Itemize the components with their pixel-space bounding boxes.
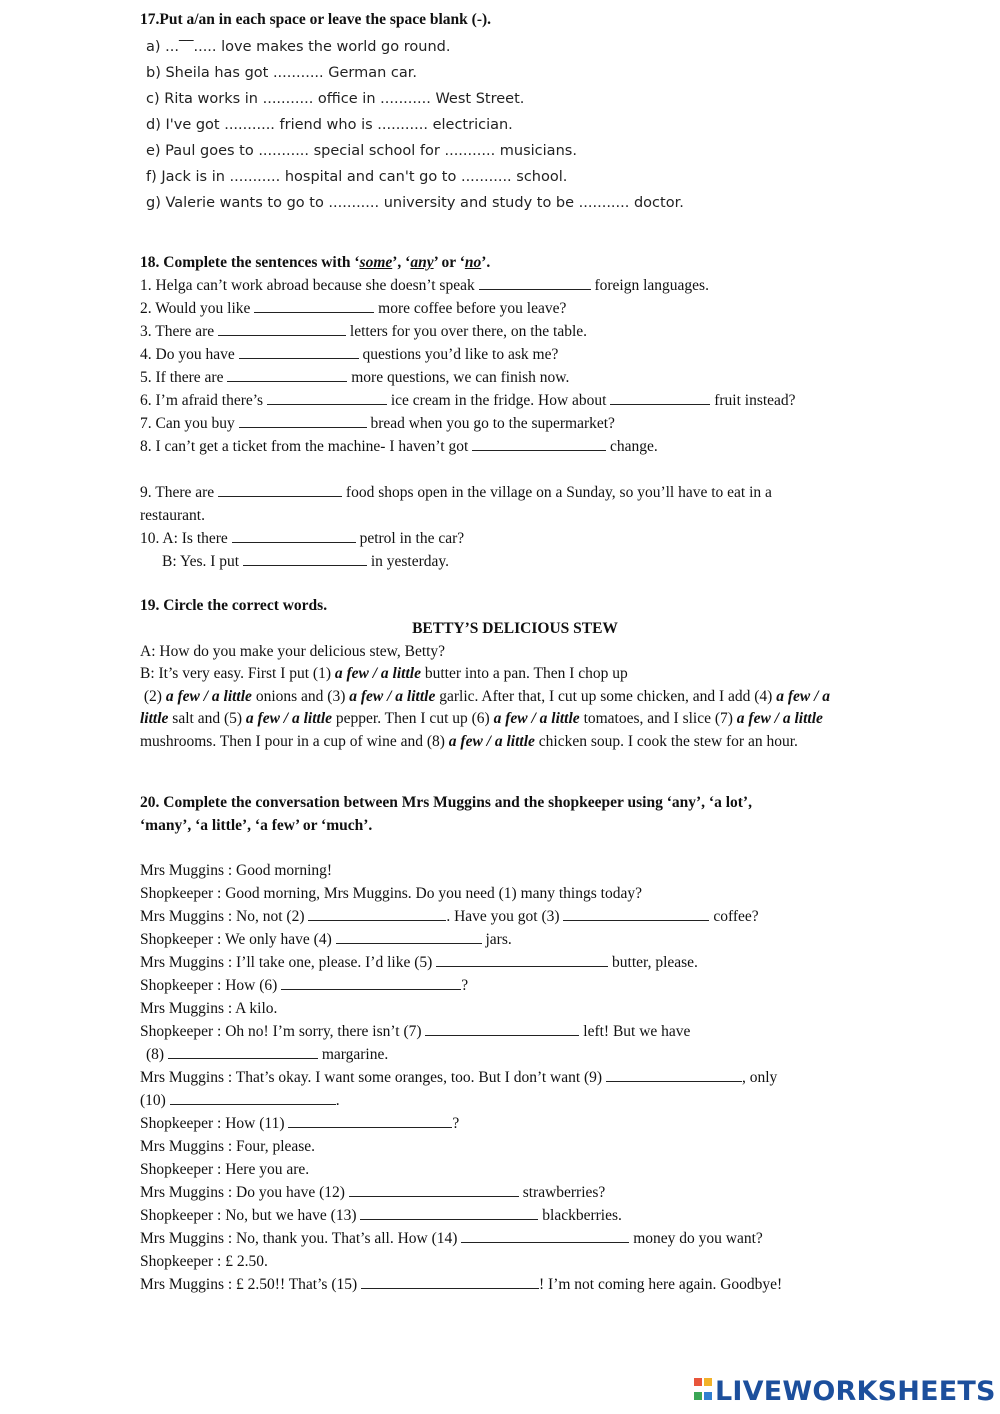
ex17-item[interactable]: e) Paul goes to ........... special school for ........... musicians.: [146, 143, 577, 159]
ex17-item[interactable]: b) Sheila has got ........... German car.: [146, 65, 418, 81]
answer-blank[interactable]: [281, 976, 461, 990]
dialogue-line: Shopkeeper : Oh no! I’m sorry, there isn’t (7) left! But we have: [140, 1023, 691, 1040]
choice-3[interactable]: a few / a little: [349, 687, 436, 705]
dialogue-line: Mrs Muggins : A kilo.: [140, 1000, 278, 1017]
answer-blank[interactable]: [336, 930, 482, 944]
word-some: some: [359, 254, 393, 271]
dialogue-line: Shopkeeper : How (6) ?: [140, 977, 469, 994]
answer-blank[interactable]: [425, 1022, 579, 1036]
answer-blank[interactable]: [267, 391, 387, 405]
ex17-item[interactable]: f) Jack is in ........... hospital and can't go to ........... school.: [146, 169, 568, 185]
choice-2[interactable]: a few / a little: [165, 687, 252, 705]
ex18-sentence-6: 6. I’m afraid there’s ice cream in the fridge. How about fruit instead?: [140, 392, 796, 409]
exercise-17: [140, 8, 860, 31]
liveworksheets-logo: [694, 1376, 996, 1406]
ex18-heading: 18. Complete the sentences with ‘some’, ‘any’ or ‘no’.: [140, 254, 491, 271]
choice-4[interactable]: a few / a little: [140, 687, 831, 728]
answer-blank[interactable]: [227, 368, 347, 382]
answer-blank[interactable]: [472, 437, 606, 451]
word-any: any: [410, 254, 434, 271]
answer-blank[interactable]: [479, 276, 591, 290]
ex17-item[interactable]: g) Valerie wants to go to ........... university and study to be ........... doctor.: [146, 195, 684, 211]
exercise-19: [140, 594, 860, 753]
ex17-list: [146, 34, 866, 216]
logo-squares-icon: [694, 1378, 712, 1404]
exercise-18-continued: [140, 481, 860, 573]
answer-blank[interactable]: [243, 552, 367, 566]
ex18-sentence-10a: 10. A: Is there petrol in the car?: [140, 530, 465, 547]
answer-blank[interactable]: [254, 299, 374, 313]
dialogue-line: (10) .: [140, 1092, 340, 1109]
answer-blank[interactable]: [610, 391, 710, 405]
answer-blank[interactable]: [308, 907, 446, 921]
answer-blank[interactable]: [436, 953, 608, 967]
dialogue-line: Mrs Muggins : Good morning!: [140, 862, 333, 879]
ex18-sentence-9-cont: restaurant.: [140, 507, 205, 524]
ex18-sentence-2: 2. Would you like more coffee before you leave?: [140, 300, 567, 317]
ex17-heading: 17.Put a/an in each space or leave the space blank (-).: [140, 11, 492, 28]
answer-blank[interactable]: [170, 1091, 336, 1105]
ex19-a-line: A: How do you make your delicious stew, Betty?: [140, 643, 446, 660]
dialogue-line: Shopkeeper : We only have (4) jars.: [140, 931, 512, 948]
dialogue-line: Mrs Muggins : £ 2.50!! That’s (15) ! I’m not coming here again. Goodbye!: [140, 1276, 783, 1293]
choice-8[interactable]: a few / a little: [448, 732, 535, 750]
ex18-sentence-7: 7. Can you buy bread when you go to the supermarket?: [140, 415, 615, 432]
answer-blank[interactable]: [239, 345, 359, 359]
dialogue-line: Mrs Muggins : No, not (2) . Have you got (3) coffee?: [140, 908, 759, 925]
ex17-item[interactable]: d) I've got ........... friend who is ........... electrician.: [146, 117, 513, 133]
dialogue-line: Mrs Muggins : No, thank you. That’s all. How (14) money do you want?: [140, 1230, 763, 1247]
exercise-18: [140, 251, 860, 458]
ex20-heading-1: 20. Complete the conversation between Mrs Muggins and the shopkeeper using ‘any’, ‘a lot’,: [140, 794, 752, 811]
ex18-sentence-3: 3. There are letters for you over there, on the table.: [140, 323, 588, 340]
ex19-paragraph: B: It’s very easy. First I put (1) a few / a little butter into a pan. Then I chop up (2) a few / a little onions and (3) a few / a little garlic. After that, I cut up some chicken, and I add (4) a few / a little salt and (5) a few / a little pepper. Then I cut up (6) a few / a little tomatoes, and I slice (7) a few / a little mushrooms. Then I pour in a cup of wine and (8) a few / a little chicken soup. I cook the stew for an hour.: [140, 665, 831, 750]
ex20-dialogue: [140, 859, 860, 1296]
dialogue-line: Mrs Muggins : I’ll take one, please. I’d like (5) butter, please.: [140, 954, 698, 971]
exercise-20: [140, 791, 860, 837]
dialogue-line: Shopkeeper : £ 2.50.: [140, 1253, 268, 1270]
dialogue-line: Mrs Muggins : That’s okay. I want some oranges, too. But I don’t want (9) , only: [140, 1069, 778, 1086]
ex17-item[interactable]: a) ...‾‾..... love makes the world go round.: [146, 39, 451, 55]
choice-1[interactable]: a few / a little: [334, 665, 421, 682]
answer-blank[interactable]: [218, 322, 346, 336]
answer-blank[interactable]: [288, 1114, 452, 1128]
answer-blank[interactable]: [361, 1275, 539, 1289]
ex18-sentence-1: 1. Helga can’t work abroad because she doesn’t speak foreign languages.: [140, 277, 709, 294]
answer-blank[interactable]: [239, 414, 367, 428]
ex18-sentence-9: 9. There are food shops open in the village on a Sunday, so you’ll have to eat in a: [140, 484, 772, 501]
choice-7[interactable]: a few / a little: [736, 710, 823, 728]
dialogue-line: Shopkeeper : Here you are.: [140, 1161, 310, 1178]
dialogue-line: Mrs Muggins : Do you have (12) strawberries?: [140, 1184, 606, 1201]
answer-blank[interactable]: [218, 483, 342, 497]
dialogue-line: Mrs Muggins : Four, please.: [140, 1138, 316, 1155]
ex18-sentence-4: 4. Do you have questions you’d like to ask me?: [140, 346, 559, 363]
answer-blank[interactable]: [232, 529, 356, 543]
ex19-title: BETTY’S DELICIOUS STEW: [412, 620, 618, 637]
answer-blank[interactable]: [168, 1045, 318, 1059]
dialogue-line: Shopkeeper : How (11) ?: [140, 1115, 460, 1132]
logo-text: LIVEWORKSHEETS: [715, 1375, 996, 1407]
ex17-item[interactable]: c) Rita works in ........... office in ........... West Street.: [146, 91, 525, 107]
answer-blank[interactable]: [461, 1229, 629, 1243]
ex18-sentence-5: 5. If there are more questions, we can finish now.: [140, 369, 570, 386]
ex18-sentence-8: 8. I can’t get a ticket from the machine- I haven’t got change.: [140, 438, 658, 455]
answer-blank[interactable]: [349, 1183, 519, 1197]
dialogue-line: (8) margarine.: [146, 1046, 389, 1063]
dialogue-line: Shopkeeper : Good morning, Mrs Muggins. Do you need (1) many things today?: [140, 885, 642, 902]
word-no: no: [464, 254, 482, 271]
answer-blank[interactable]: [563, 907, 709, 921]
ex20-heading-2: ‘many’, ‘a little’, ‘a few’ or ‘much’.: [140, 817, 373, 834]
ex19-heading: 19. Circle the correct words.: [140, 597, 328, 614]
choice-6[interactable]: a few / a little: [493, 710, 580, 728]
dialogue-line: Shopkeeper : No, but we have (13) blackberries.: [140, 1207, 622, 1224]
answer-blank[interactable]: [360, 1206, 538, 1220]
ex18-sentence-10b: B: Yes. I put in yesterday.: [162, 553, 450, 570]
choice-5[interactable]: a few / a little: [245, 710, 333, 728]
answer-blank[interactable]: [606, 1068, 742, 1082]
